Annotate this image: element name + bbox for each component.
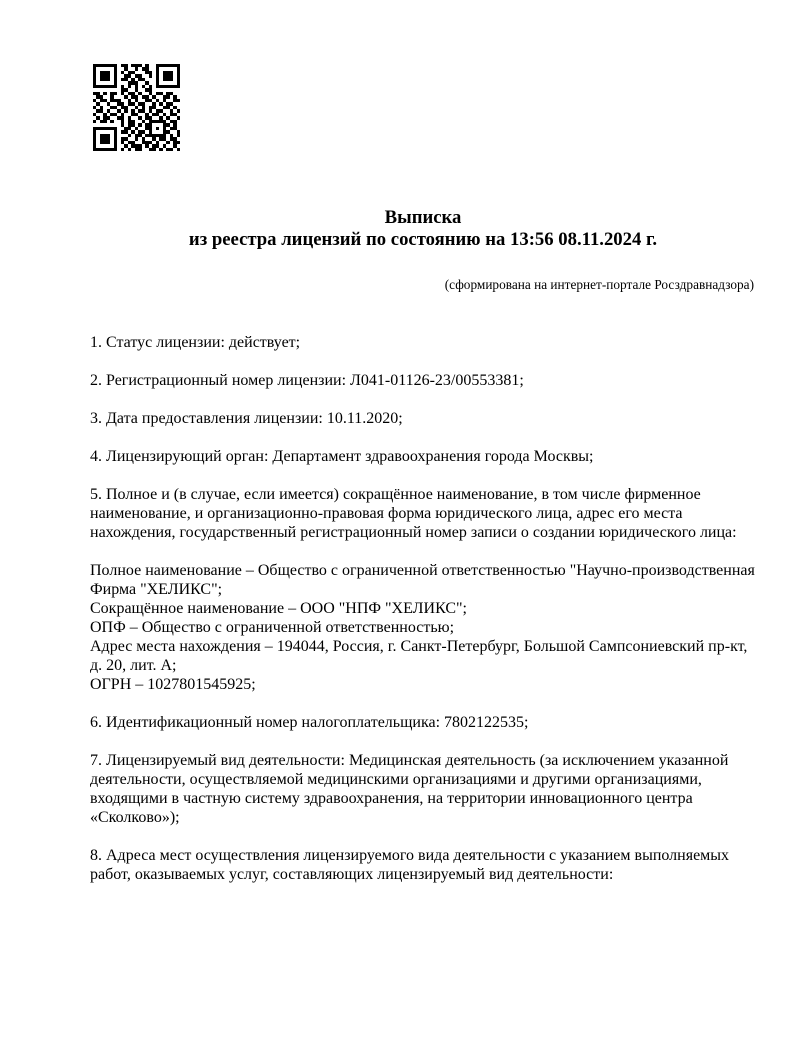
title-line-1: Выписка [384, 207, 462, 228]
item-2-registration-number: 2. Регистрационный номер лицензии: Л041-01126-23/00553381; [90, 372, 524, 389]
org-ogrn: ОГРН – 1027801545925; [90, 676, 256, 693]
item-4-licensing-authority: 4. Лицензирующий орган: Департамент здравоохранения города Москвы; [90, 448, 594, 465]
org-short-name: Сокращённое наименование – ООО "НПФ "ХЕЛИКС"; [90, 600, 467, 617]
document-subtitle: (сформирована на интернет-портале Росздравнадзора) [444, 277, 754, 292]
item-8-activity-addresses-heading: 8. Адреса мест осуществления лицензируемого вида деятельности с указанием выполняемых работ, оказываемых услуг, составляющих лицензируемый вид деятельности: [90, 847, 730, 883]
item-7-licensed-activity: 7. Лицензируемый вид деятельности: Медицинская деятельность (за исключением указанной деятельности, осуществляемой медицинскими организациями и другими организациями, входящими в частную систему здравоохранения, на территории инновационного центра «Сколково»); [90, 752, 729, 826]
org-address: Адрес места нахождения – 194044, Россия, г. Санкт-Петербург, Большой Сампсониевский пр-кт, д. 20, лит. А; [90, 638, 748, 674]
qr-code [93, 64, 180, 151]
document-title [90, 207, 756, 251]
org-legal-form: ОПФ – Общество с ограниченной ответственностью; [90, 619, 455, 636]
qr-module [177, 148, 180, 151]
item-5-org-name-heading: 5. Полное и (в случае, если имеется) сокращённое наименование, в том числе фирменное наименование, и организационно-правовая форма юридического лица, адрес его места нахождения, государственный регистрационный номер записи о создании юридического лица: [90, 486, 737, 541]
document-body [90, 333, 758, 903]
org-full-name: Полное наименование – Общество с ограниченной ответственностью "Научно-производственная Фирма "ХЕЛИКС"; [90, 562, 755, 598]
item-1-license-status: 1. Статус лицензии: действует; [90, 334, 301, 351]
title-line-2: из реестра лицензий по состоянию на 13:56 08.11.2024 г. [188, 229, 658, 250]
org-details-block [90, 561, 758, 694]
item-3-grant-date: 3. Дата предоставления лицензии: 10.11.2020; [90, 410, 403, 427]
item-6-taxpayer-number: 6. Идентификационный номер налогоплательщика: 7802122535; [90, 714, 529, 731]
